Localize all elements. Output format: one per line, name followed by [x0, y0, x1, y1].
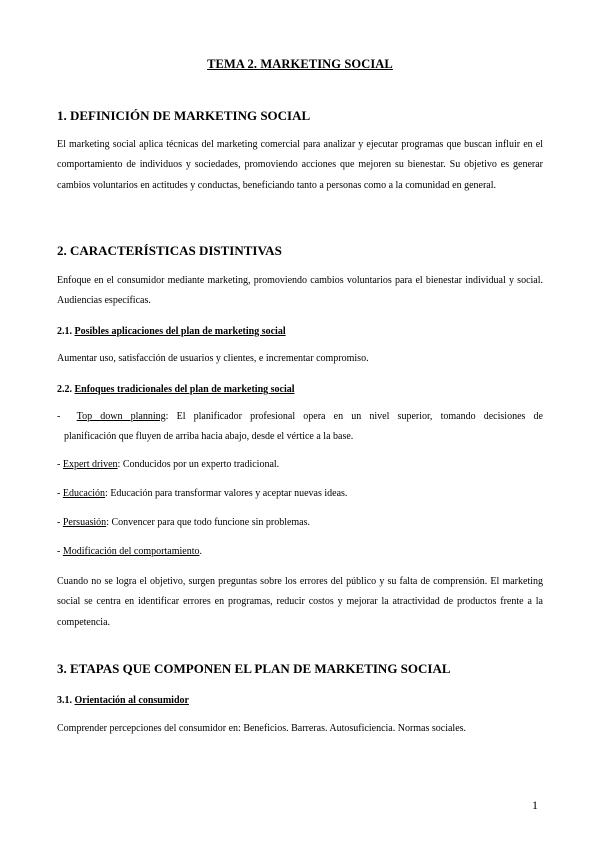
subsection-2-1-heading — [57, 326, 286, 337]
bullet-term: Educación — [62, 488, 106, 499]
bullet-persuasion — [57, 513, 543, 533]
bullet-text: : Convencer para que todo funcione sin problemas. — [106, 517, 311, 528]
subsection-3-1-heading — [57, 695, 189, 706]
bullet-term: Top down planning — [76, 411, 166, 422]
subsection-2-1-number: 2.1. — [57, 326, 72, 337]
subsection-3-1-text: Comprender percepciones del consumidor en: Beneficios. Barreras. Autosuficiencia. Normas sociales. — [57, 723, 467, 734]
subsection-2-1-text: Aumentar uso, satisfacción de usuarios y clientes, e incrementar compromiso. — [57, 353, 369, 364]
section-3-heading: 3. ETAPAS QUE COMPONEN EL PLAN DE MARKETING SOCIAL — [57, 661, 451, 676]
bullet-term: Expert driven — [62, 459, 118, 470]
bullet-top-down-planning — [57, 407, 543, 448]
bullet-text: . — [199, 546, 202, 557]
bullet-text: : Conducidos por un experto tradicional. — [117, 459, 280, 470]
bullet-dash: - — [57, 459, 61, 470]
subsection-2-2-heading — [57, 384, 295, 395]
subsection-2-2-title: Enfoques tradicionales del plan de marketing social — [74, 384, 295, 395]
bullet-dash: - — [57, 411, 61, 422]
section-1-paragraph: El marketing social aplica técnicas del marketing comercial para analizar y ejecutar programas que buscan influir en el comportamiento de individuos y sociedades, promoviendo acciones que mejoren su bienestar. Su objetivo es generar cambios voluntarios en actitudes y conductas, beneficiando tanto a personas como a la comunidad en general. — [57, 139, 543, 191]
page-number: 1 — [532, 798, 538, 812]
section-2-closing-paragraph: Cuando no se logra el objetivo, surgen preguntas sobre los errores del público y su falta de comprensión. El marketing social se centra en identificar errores en programas, reducir costos y mejorar la atractividad de productos frente a la competencia. — [57, 576, 543, 628]
bullet-text: : Educación para transformar valores y aceptar nuevas ideas. — [105, 488, 348, 499]
bullet-modificacion-comportamiento — [57, 542, 543, 562]
bullet-top-down-line-1 — [57, 407, 543, 427]
bullet-text: : El planificador profesional opera en un nivel superior, tomando decisiones de — [165, 411, 543, 422]
document-title: TEMA 2. MARKETING SOCIAL — [207, 57, 393, 71]
bullet-educacion — [57, 484, 543, 504]
bullet-term: Persuasión — [62, 517, 107, 528]
section-1-heading: 1. DEFINICIÓN DE MARKETING SOCIAL — [57, 108, 311, 123]
subsection-2-1-title: Posibles aplicaciones del plan de marketing social — [74, 326, 286, 337]
subsection-3-1-number: 3.1. — [57, 695, 72, 706]
subsection-3-1-title: Orientación al consumidor — [74, 695, 189, 706]
bullet-term: Modificación del comportamiento — [62, 546, 200, 557]
subsection-2-2-number: 2.2. — [57, 384, 72, 395]
bullet-dash: - — [57, 517, 61, 528]
bullet-dash: - — [57, 488, 61, 499]
bullet-dash: - — [57, 546, 61, 557]
bullet-expert-driven — [57, 455, 543, 475]
bullet-top-down-line-2: planificación que fluyen de arriba hacia abajo, desde el vértice a la base. — [64, 431, 354, 443]
section-2-paragraph: Enfoque en el consumidor mediante marketing, promoviendo cambios voluntarios para el bienestar individual y social. Audiencias específicas. — [57, 275, 543, 307]
section-2-heading: 2. CARACTERÍSTICAS DISTINTIVAS — [57, 243, 282, 258]
